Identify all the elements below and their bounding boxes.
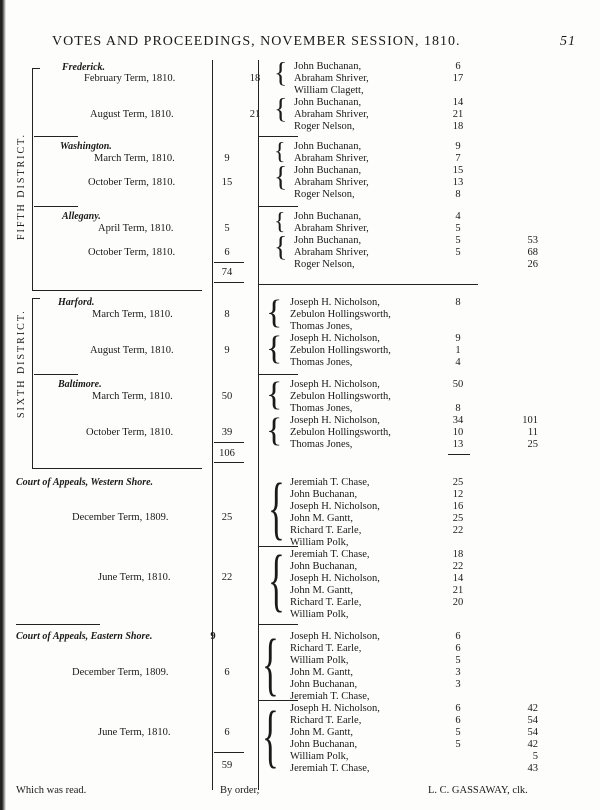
- district-total-days: 106: [219, 448, 235, 459]
- vote-count: 15: [452, 165, 464, 176]
- vote-count: 3: [455, 667, 461, 678]
- total-votes: 54: [527, 727, 538, 738]
- vote-count: 14: [452, 97, 464, 108]
- judge-name: Richard T. Earle,: [290, 643, 362, 654]
- term-label: December Term, 1809.: [72, 512, 169, 523]
- term-days: 25: [221, 512, 233, 523]
- judge-name: Joseph H. Nicholson,: [290, 501, 380, 512]
- vote-count: 9: [455, 333, 461, 344]
- vote-count: 5: [455, 739, 461, 750]
- judge-name: Zebulon Hollingsworth,: [290, 345, 391, 356]
- vote-count: 13: [452, 439, 464, 450]
- judge-name: Zebulon Hollingsworth,: [290, 309, 391, 320]
- vote-count: 20: [452, 597, 464, 608]
- judge-name: John Buchanan,: [290, 561, 358, 572]
- court-western-shore: Court of Appeals, Western Shore.: [16, 477, 154, 488]
- judge-name: Roger Nelson,: [294, 259, 355, 270]
- vote-count: 9: [455, 141, 461, 152]
- sixth-district-label: SIXTH DISTRICT.: [16, 309, 27, 418]
- vote-count: 7: [455, 153, 461, 164]
- vote-count: 5: [455, 235, 461, 246]
- vote-count: 18: [452, 549, 464, 560]
- vote-count: 21: [452, 585, 464, 596]
- judge-name: John Buchanan,: [290, 489, 358, 500]
- section-total-days: 59: [221, 760, 233, 771]
- term-label: October Term, 1810.: [86, 427, 174, 438]
- footer-by-order: By order,: [220, 785, 260, 796]
- footer-read: Which was read.: [16, 785, 87, 796]
- total-votes: 43: [527, 763, 538, 774]
- judge-name: Thomas Jones,: [290, 439, 353, 450]
- term-days: 8: [224, 309, 230, 320]
- vote-count: 5: [455, 727, 461, 738]
- judge-name: William Polk,: [290, 751, 349, 762]
- term-days: 6: [224, 247, 230, 258]
- vote-count: 3: [455, 679, 461, 690]
- term-label: August Term, 1810.: [90, 109, 174, 120]
- term-days: 21: [249, 109, 261, 120]
- term-label: October Term, 1810.: [88, 247, 176, 258]
- judge-name: Joseph H. Nicholson,: [290, 573, 380, 584]
- page-title: VOTES AND PROCEEDINGS, NOVEMBER SESSION, 1810.: [52, 34, 461, 49]
- judge-name: Roger Nelson,: [294, 121, 355, 132]
- total-votes: 26: [527, 259, 538, 270]
- vote-count: 4: [455, 211, 461, 222]
- judge-name: Abraham Shriver,: [294, 247, 369, 258]
- vote-count: 22: [452, 561, 464, 572]
- vote-count: 16: [452, 501, 464, 512]
- vote-count: 22: [452, 525, 464, 536]
- term-days: 9: [210, 631, 216, 642]
- judge-name: Jeremiah T. Chase,: [290, 549, 370, 560]
- term-label: March Term, 1810.: [92, 391, 173, 402]
- judge-name: Richard T. Earle,: [290, 525, 362, 536]
- vote-count: 6: [455, 703, 461, 714]
- term-days: 6: [224, 667, 230, 678]
- vote-count: 5: [455, 655, 461, 666]
- judge-name: Joseph H. Nicholson,: [290, 333, 380, 344]
- judge-name: John Buchanan,: [294, 97, 362, 108]
- term-label: March Term, 1810.: [94, 153, 175, 164]
- judge-name: Jeremiah T. Chase,: [290, 691, 370, 702]
- term-days: 6: [224, 727, 230, 738]
- page-number: 51: [560, 34, 576, 49]
- judge-name: John Buchanan,: [290, 739, 358, 750]
- vote-count: 4: [455, 357, 461, 368]
- vote-count: 8: [455, 403, 461, 414]
- judge-name: William Polk,: [290, 609, 349, 620]
- footer-clerk: L. C. GASSAWAY, clk.: [428, 785, 528, 796]
- sixth-district-bracket: [32, 298, 33, 468]
- county-allegany: Allegany.: [62, 211, 101, 222]
- judge-name: John Buchanan,: [294, 61, 362, 72]
- judge-name: Richard T. Earle,: [290, 715, 362, 726]
- vote-count: 6: [455, 715, 461, 726]
- vote-count: 10: [452, 427, 464, 438]
- judge-name: William Clagett,: [294, 85, 364, 96]
- judge-name: Abraham Shriver,: [294, 109, 369, 120]
- vote-count: 12: [452, 489, 464, 500]
- vote-count: 8: [455, 297, 461, 308]
- term-label: August Term, 1810.: [90, 345, 174, 356]
- judge-name: Abraham Shriver,: [294, 73, 369, 84]
- vote-count: 25: [452, 477, 464, 488]
- term-days: 15: [221, 177, 233, 188]
- judge-name: John M. Gantt,: [290, 513, 353, 524]
- vote-count: 5: [455, 223, 461, 234]
- vote-count: 50: [452, 379, 464, 390]
- total-votes: 11: [527, 427, 538, 438]
- term-label: April Term, 1810.: [98, 223, 174, 234]
- county-washington: Washington.: [60, 141, 112, 152]
- district-total-days: 74: [221, 267, 233, 278]
- judge-name: Abraham Shriver,: [294, 153, 369, 164]
- judge-name: John M. Gantt,: [290, 585, 353, 596]
- total-votes: 5: [532, 751, 538, 762]
- column-rule-right: [258, 60, 259, 790]
- term-label: June Term, 1810.: [98, 572, 171, 583]
- judge-name: Jeremiah T. Chase,: [290, 763, 370, 774]
- judge-name: Zebulon Hollingsworth,: [290, 427, 391, 438]
- judge-name: Joseph H. Nicholson,: [290, 415, 380, 426]
- term-days: 50: [221, 391, 233, 402]
- judge-name: Abraham Shriver,: [294, 177, 369, 188]
- term-label: June Term, 1810.: [98, 727, 171, 738]
- court-eastern-shore: Court of Appeals, Eastern Shore.: [16, 631, 153, 642]
- judge-name: Thomas Jones,: [290, 321, 353, 332]
- vote-count: 6: [455, 643, 461, 654]
- binding-edge: [0, 0, 6, 810]
- total-votes: 42: [527, 739, 538, 750]
- vote-count: 8: [455, 189, 461, 200]
- vote-count: 6: [455, 61, 461, 72]
- vote-count: 1: [455, 345, 461, 356]
- fifth-district-label: FIFTH DISTRICT.: [16, 132, 27, 240]
- judge-name: Joseph H. Nicholson,: [290, 703, 380, 714]
- term-label: December Term, 1809.: [72, 667, 169, 678]
- total-votes: 101: [522, 415, 538, 426]
- judge-name: Thomas Jones,: [290, 357, 353, 368]
- page-header: [0, 34, 600, 54]
- county-harford: Harford.: [58, 297, 95, 308]
- judge-name: John Buchanan,: [294, 165, 362, 176]
- judge-name: Zebulon Hollingsworth,: [290, 391, 391, 402]
- judge-name: Richard T. Earle,: [290, 597, 362, 608]
- judge-name: John Buchanan,: [290, 679, 358, 690]
- judge-name: Joseph H. Nicholson,: [290, 297, 380, 308]
- vote-count: 21: [452, 109, 464, 120]
- vote-count: 5: [455, 247, 461, 258]
- vote-count: 13: [452, 177, 464, 188]
- judge-name: John Buchanan,: [294, 141, 362, 152]
- term-days: 9: [224, 153, 230, 164]
- judge-name: John Buchanan,: [294, 235, 362, 246]
- column-rule-left: [212, 60, 213, 790]
- vote-count: 18: [452, 121, 464, 132]
- judge-name: Abraham Shriver,: [294, 223, 369, 234]
- judge-name: Thomas Jones,: [290, 403, 353, 414]
- term-label: March Term, 1810.: [92, 309, 173, 320]
- judge-name: William Polk,: [290, 655, 349, 666]
- term-label: October Term, 1810.: [88, 177, 176, 188]
- term-days: 9: [224, 345, 230, 356]
- term-days: 22: [221, 572, 233, 583]
- vote-count: 25: [452, 513, 464, 524]
- judge-name: Jeremiah T. Chase,: [290, 477, 370, 488]
- term-label: February Term, 1810.: [84, 73, 176, 84]
- total-votes: 53: [527, 235, 538, 246]
- total-votes: 25: [527, 439, 538, 450]
- term-days: 18: [249, 73, 261, 84]
- judge-name: John Buchanan,: [294, 211, 362, 222]
- vote-count: 17: [452, 73, 464, 84]
- document-page: VOTES AND PROCEEDINGS, NOVEMBER SESSION, 1810. 51 FIFTH DISTRICT. Frederick. February Term, 1810. 18 August Term, 1810. 21 { { John Buchanan, Abraham Shriver, William Clagett, John Buchanan, Abraham Shriver, Roger Nelson, 6 17 14 21 18 Washington. March Term, 1810. 9 October Term, 1810. 15 { { John Buchanan, Abraham Shriver, John Buchanan, Abraham Shriver, Roger Nelson, 9 7 15 13 8 Allegany. April Term, 1810. 5 October Term, 1810. 6 74 { { John Buchanan, Abraham Shriver, John Buchanan, Abraham Shriver, Roger Nelson, 4 5 5 5 53 68 26 SIXTH DISTRICT. Harford. March Term, 1810. 8 August Term, 1810. 9 { { Joseph H. Nicholson, Zebulon Hollingsworth, Thomas Jones, Joseph H. Nicholson, Zebulon Hollingsworth, Thomas Jones, 8 9 1 4 Baltimore. March Term, 1810. 50 October Term, 1810. 39 106 { { Joseph H. Nicholson, Zebulon Hollingsworth, Thomas Jones, Joseph H. Nicholson, Zebulon Hollingsworth, Thomas Jones, 50 8 34 10 13 101 11 25 Court of Appeals, Western Shore. December Term, 1809. 25 June Term, 1810. 22 { { Jeremiah T. Chase, John Buchanan, Joseph H. Nicholson, John M. Gantt, Richard T. Earle, William Polk, Jeremiah T. Chase, John Buchanan, Joseph H. Nicholson, John M. Gantt, Richard T. Earle, William Polk, 25 12 16 25 22 18 22 14 21 20 Court of Appeals, Eastern Shore. 9 December Term, 1809. 6 June Term, 1810. 6 59 { { Joseph H. Nicholson, Richard T. Earle, William Polk, John M. Gantt, John Buchanan, Jeremiah T. Chase, Joseph H. Nicholson, Richard T. Earle, John M. Gantt, John Buchanan, William Polk, Jeremiah T. Chase, 6 6 5 3 3 6 6 5 5 42 54 54 42 5 43 Which was read. By order, L. C. GASSAWAY, clk.: [0, 0, 600, 810]
- judge-name: Roger Nelson,: [294, 189, 355, 200]
- term-days: 39: [221, 427, 233, 438]
- judge-name: John M. Gantt,: [290, 667, 353, 678]
- vote-count: 6: [455, 631, 461, 642]
- judge-name: Joseph H. Nicholson,: [290, 631, 380, 642]
- total-votes: 68: [527, 247, 538, 258]
- county-frederick: Frederick.: [62, 62, 106, 73]
- vote-count: 34: [452, 415, 464, 426]
- judge-name: Joseph H. Nicholson,: [290, 379, 380, 390]
- county-baltimore: Baltimore.: [58, 379, 102, 390]
- judge-name: John M. Gantt,: [290, 727, 353, 738]
- vote-count: 14: [452, 573, 464, 584]
- term-days: 5: [224, 223, 230, 234]
- total-votes: 54: [527, 715, 538, 726]
- total-votes: 42: [527, 703, 538, 714]
- fifth-district-bracket: [32, 68, 33, 290]
- judge-name: William Polk,: [290, 537, 349, 548]
